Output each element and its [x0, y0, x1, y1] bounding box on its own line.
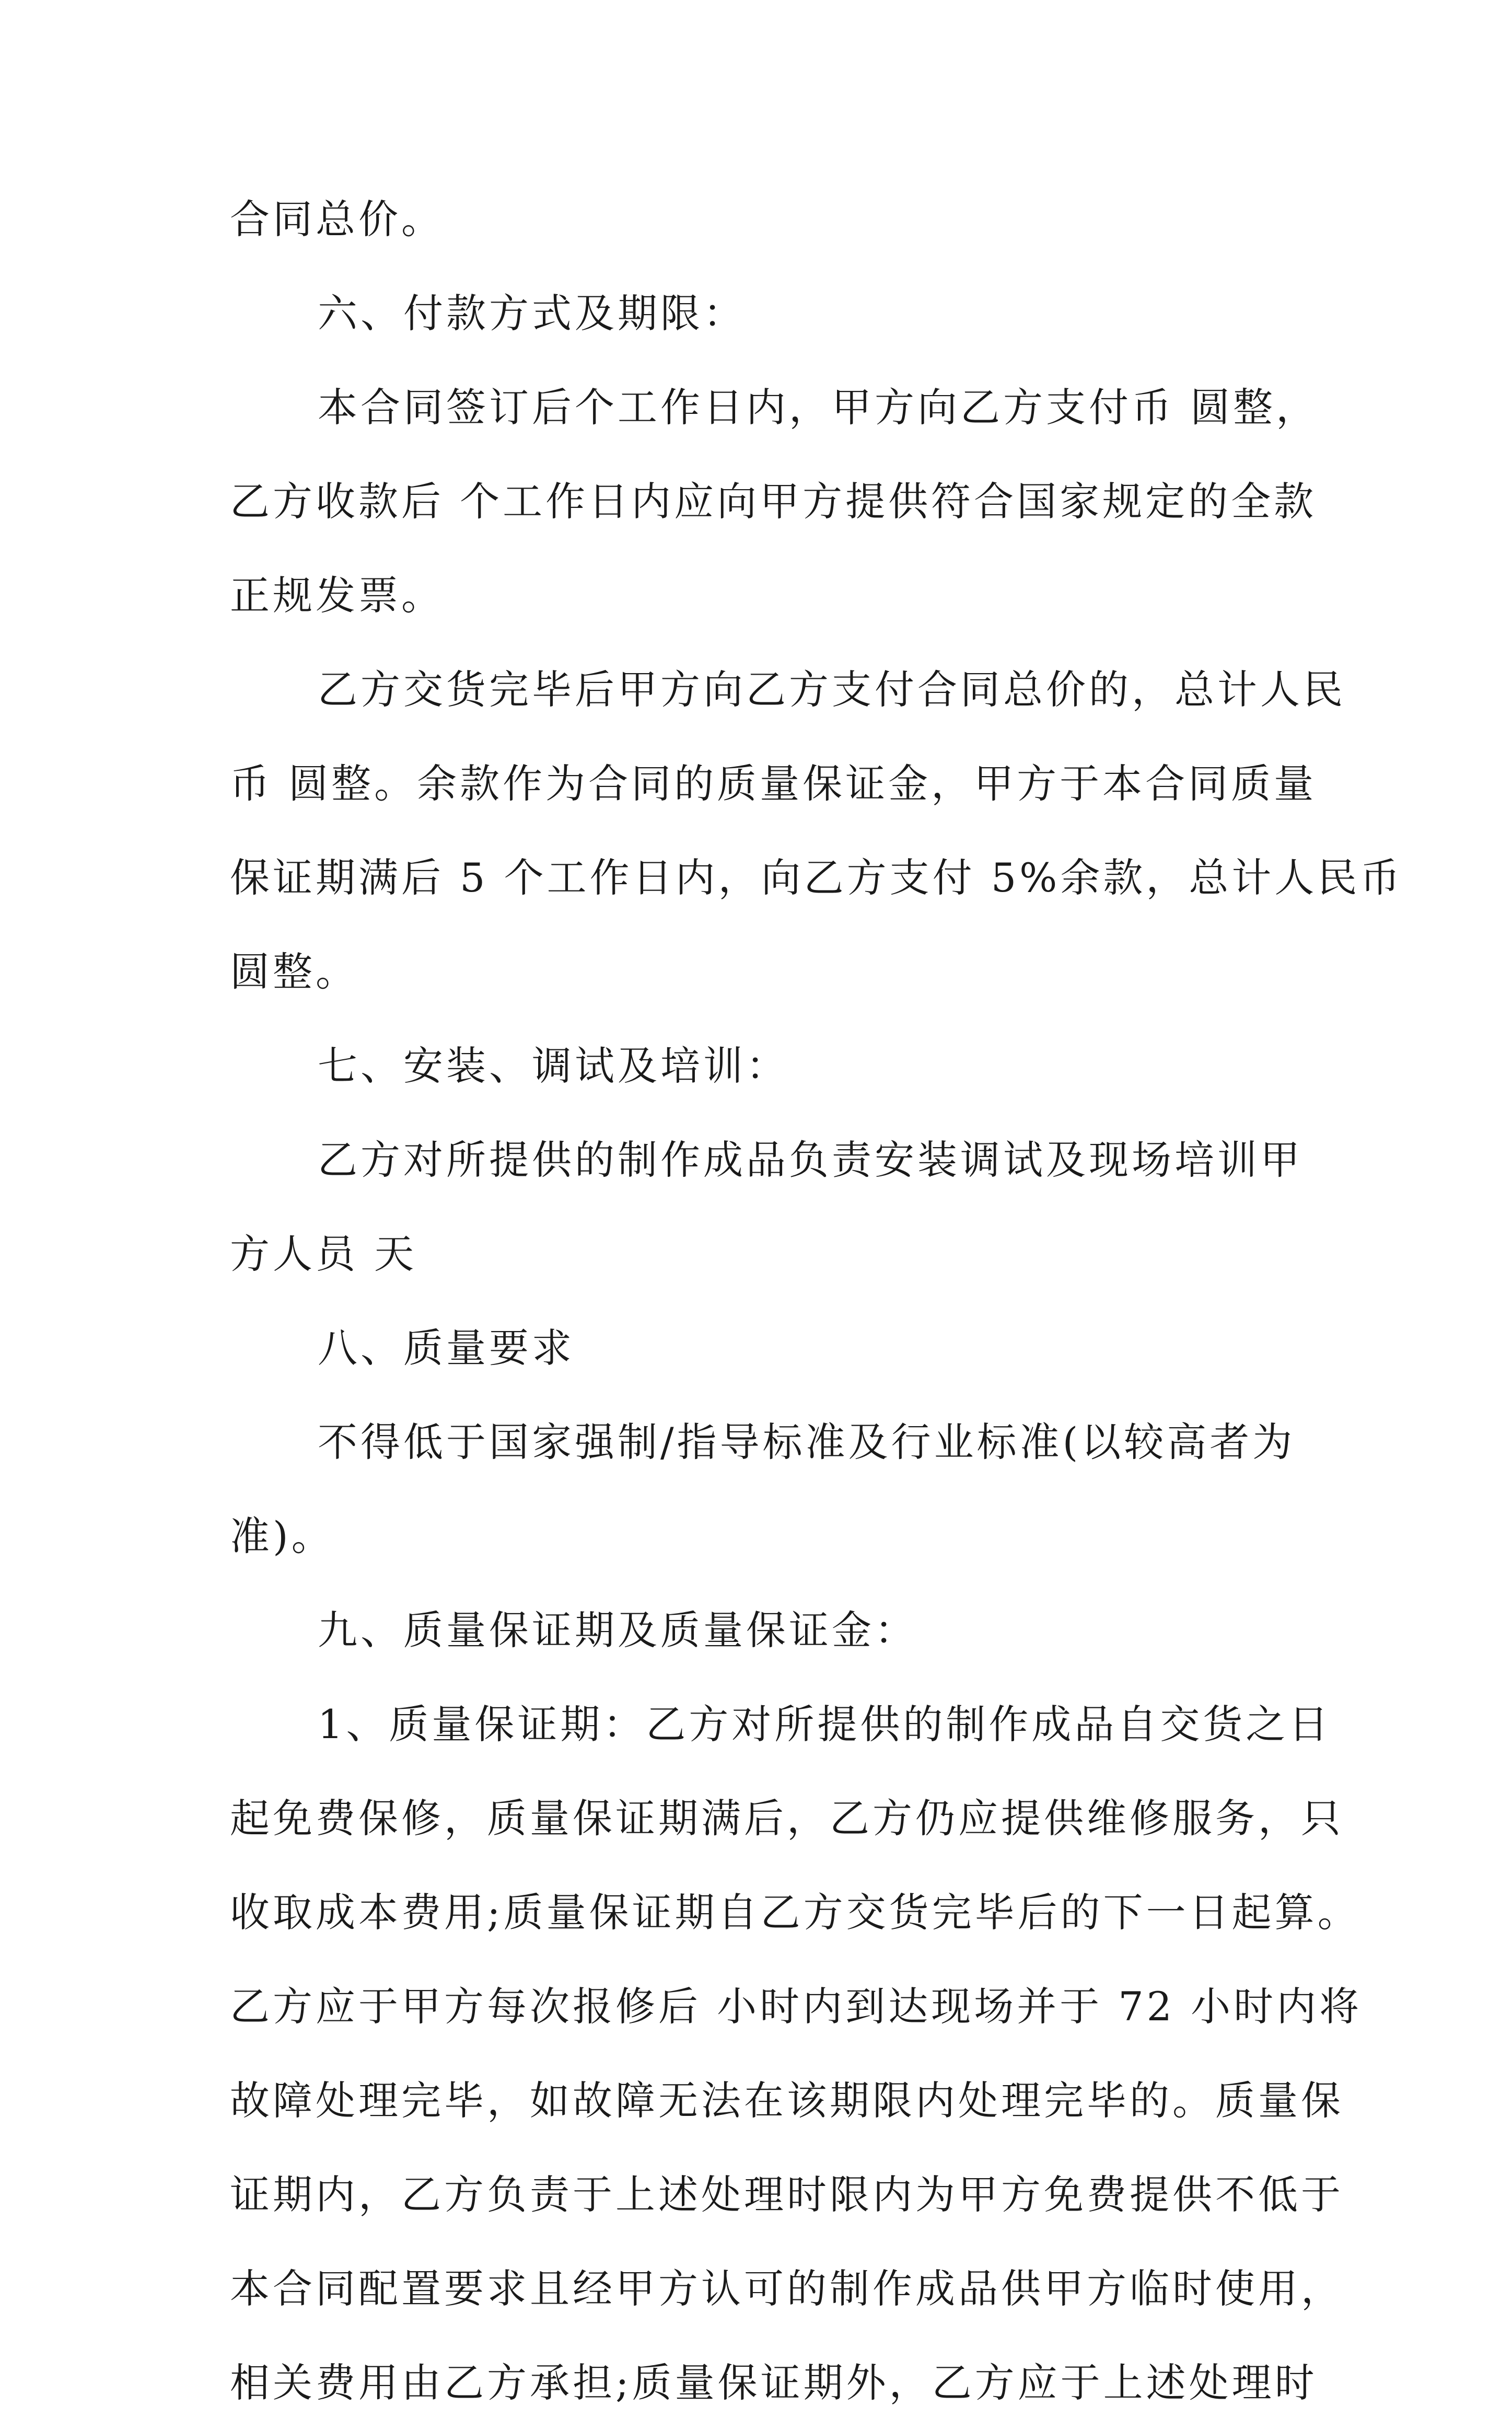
text-line: 相关费用由乙方承担;质量保证期外，乙方应于上述处理时 [230, 2359, 1318, 2406]
text-line: 圆整。 [230, 948, 358, 995]
text-line: 本合同签订后个工作日内，甲方向乙方支付币 圆整， [318, 384, 1319, 431]
text-line: 合同总价。 [230, 196, 444, 242]
text-line: 币 圆整。余款作为合同的质量保证金，甲方于本合同质量 [230, 760, 1317, 807]
text-line: 1、质量保证期：乙方对所提供的制作成品自交货之日 [318, 1701, 1332, 1748]
section-heading-payment: 六、付款方式及期限： [318, 290, 746, 337]
text-line: 不得低于国家强制/指导标准及行业标准(以较高者为 [318, 1419, 1296, 1465]
section-heading-quality: 八、质量要求 [318, 1325, 575, 1371]
text-line: 故障处理完毕，如故障无法在该期限内处理完毕的。质量保 [230, 2077, 1344, 2124]
text-line: 本合同配置要求且经甲方认可的制作成品供甲方临时使用， [230, 2265, 1344, 2312]
text-line: 准)。 [230, 1513, 334, 1559]
document-body [230, 172, 1403, 2430]
section-heading-warranty: 九、质量保证期及质量保证金： [318, 1607, 917, 1653]
text-line: 收取成本费用;质量保证期自乙方交货完毕后的下一日起算。 [230, 1889, 1360, 1936]
text-line: 证期内，乙方负责于上述处理时限内为甲方免费提供不低于 [230, 2171, 1344, 2218]
text-line: 乙方应于甲方每次报修后 小时内到达现场并于 72 小时内将 [230, 1983, 1363, 2030]
text-line: 起免费保修，质量保证期满后，乙方仍应提供维修服务，只 [230, 1795, 1344, 1842]
section-heading-installation: 七、安装、调试及培训： [318, 1043, 789, 1089]
text-line: 乙方交货完毕后甲方向乙方支付合同总价的，总计人民 [318, 666, 1346, 713]
text-line: 乙方对所提供的制作成品负责安装调试及现场培训甲 [318, 1137, 1303, 1183]
text-line: 乙方收款后 个工作日内应向甲方提供符合国家规定的全款 [230, 478, 1317, 525]
text-line: 方人员 天 [230, 1231, 417, 1277]
text-line: 正规发票。 [230, 572, 444, 619]
text-line: 保证期满后 5 个工作日内，向乙方支付 5%余款，总计人民币 [230, 854, 1403, 901]
